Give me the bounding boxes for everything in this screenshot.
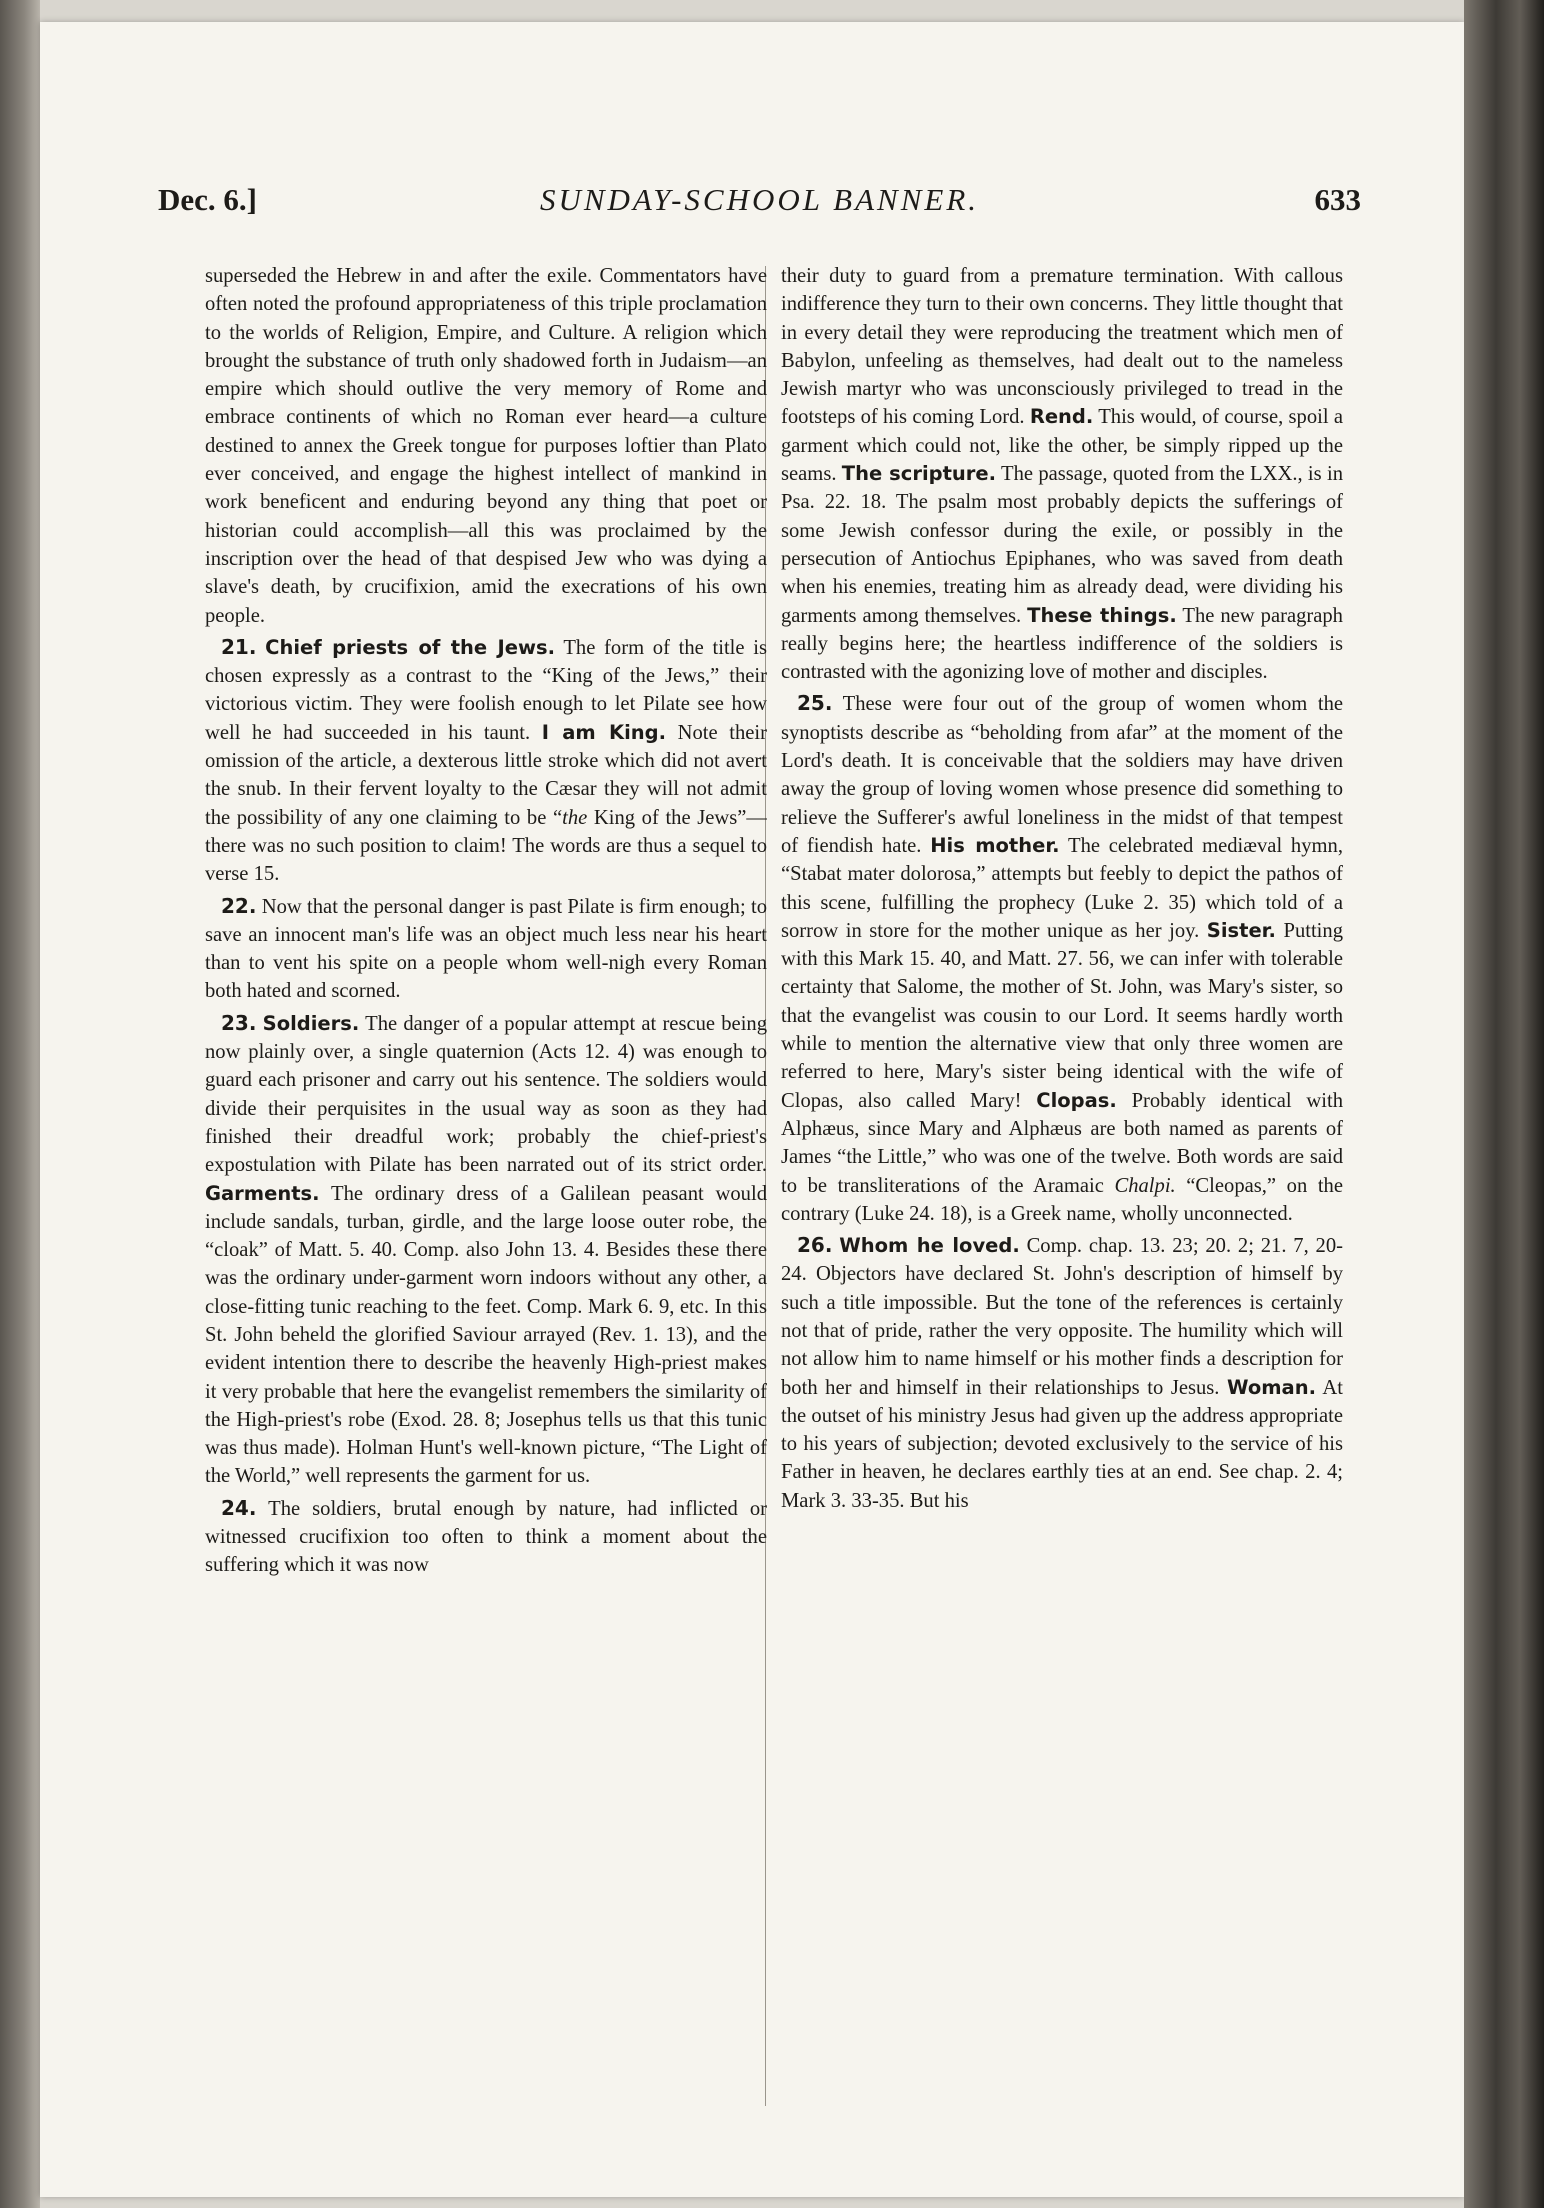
- verse-23-paragraph: [205, 1009, 767, 1491]
- verse-26-text-2: At the outset of his ministry Jesus had given up the address appropriate to his years of subjection; devoted exclusively to the service of his Father in heaven, he declares earthly ties at an end. See chap. 2. 4; Mark 3. 33-35. But his: [781, 1376, 1343, 1512]
- book-binding-right: [1464, 0, 1544, 2208]
- verse-25-emphasis: Chalpi.: [1114, 1174, 1176, 1197]
- verse-21-text-2: Note their omission of the article, a dexterous little stroke which did not avert the snub. In their fervent loyalty to the Cæsar they will not admit the possibility of any one claiming to be “: [205, 721, 767, 829]
- keyword-woman: Woman.: [1227, 1375, 1316, 1399]
- right-column: [781, 262, 1343, 2112]
- verse-25-text-4: Probably identical with Alphæus, since Mary and Alphæus are both named as parents of James “the Little,” who was one of the twelve. Both words are said to be transliterations of the Aramaic: [781, 1089, 1343, 1197]
- continued-text-1: their duty to guard from a premature termination. With callous indifference they turn to their own concerns. They little thought that in every detail they were reproducing the treatment which men of Babylon, unfeeling as themselves, had dealt out to the nameless Jewish martyr who was unconsciously privileged to tread in the footsteps of his coming Lord.: [781, 265, 1343, 429]
- book-spine-left: [0, 0, 40, 2208]
- verse-26-paragraph: [781, 1231, 1343, 1515]
- keyword-i-am-king: I am King.: [541, 720, 667, 744]
- keyword-clopas: Clopas.: [1036, 1088, 1117, 1112]
- header-date: Dec. 6.]: [158, 182, 257, 217]
- verse-21-text-3: King of the Jews”—there was no such position to claim! The words are thus a sequel to verse 15.: [205, 806, 767, 886]
- verse-26-number: 26.: [797, 1233, 833, 1258]
- running-header: [158, 182, 1361, 232]
- verse-22-paragraph: [205, 892, 767, 1006]
- verse-21-paragraph: [205, 633, 767, 889]
- verse-23-number: 23.: [221, 1010, 257, 1035]
- keyword-the-scripture: The scripture.: [841, 462, 997, 486]
- verse-25-text-1: These were four out of the group of women whom the synoptists describe as “beholding from afar” at the moment of the Lord's death. It is conceivable that the soldiers may have driven away the group of loving women whose presence did something to relieve the Sufferer's awful loneliness in the midst of that tempest of fiendish hate.: [781, 693, 1343, 857]
- keyword-whom-he-loved: Whom he loved.: [839, 1234, 1020, 1258]
- verse-24-number: 24.: [221, 1495, 257, 1520]
- verse-25-number: 25.: [797, 691, 833, 716]
- verse-26-text-1: Comp. chap. 13. 23; 20. 2; 21. 7, 20-24. Objectors have declared St. John's description of himself by such a title impossible. But the tone of the references is certainly not that of pride, rather the very opposite. The humility which will not allow him to name himself or his mother finds a description for both her and himself in their relationships to Jesus.: [781, 1235, 1343, 1399]
- continued-text-2: This would, of course, spoil a garment which could not, like the other, be simply ripped up the seams.: [781, 406, 1343, 486]
- verse-23-text-1: The danger of a popular attempt at rescue being now plainly over, a single quaternion (Acts 12. 4) was enough to guard each prisoner and carry out his sentence. The soldiers would divide their perquisites in the usual way as soon as they had finished their dreadful work; probably the chief-priest's expostulation with Pilate has been narrated out of its strict order.: [205, 1012, 767, 1177]
- verse-21-text-1: The form of the title is chosen expressly as a contrast to the “King of the Jews,” their victorious victim. They were foolish enough to let Pilate see how well he had succeeded in his taunt.: [205, 636, 767, 744]
- keyword-sister: Sister.: [1206, 918, 1276, 942]
- verse-25-text-5: “Cleopas,” on the contrary (Luke 24. 18), is a Greek name, wholly unconnected.: [781, 1174, 1343, 1225]
- verse-24-text: The soldiers, brutal enough by nature, had inflicted or witnessed crucifixion too often to think a moment about the suffering which it was now: [205, 1497, 767, 1577]
- left-column: [205, 262, 767, 2112]
- verse-24-paragraph: [205, 1494, 767, 1580]
- verse-23-text-2: The ordinary dress of a Galilean peasant would include sandals, turban, girdle, and the large loose outer robe, the “cloak” of Matt. 5. 40. Comp. also John 13. 4. Besides these there was the ordinary under-garment worn indoors without any other, a close-fitting tunic reaching to the feet. Comp. Mark 6. 9, etc. In this St. John beheld the glorified Saviour arrayed (Rev. 1. 13), and the evident intention there to describe the heavenly High-priest makes it very probable that here the evangelist remembers the similarity of the High-priest's robe (Exod. 28. 8; Josephus tells us that this tunic was thus made). Holman Hunt's well-known picture, “The Light of the World,” well represents the garment for us.: [205, 1182, 767, 1488]
- verse-24-continued: [781, 262, 1343, 686]
- verse-22-number: 22.: [221, 893, 257, 918]
- paragraph-exile: superseded the Hebrew in and after the exile. Commentators have often noted the profound appropriateness of this triple proclamation to the worlds of Religion, Empire, and Culture. A religion which brought the substance of truth only shadowed forth in Judaism—an empire which should outlive the very memory of Rome and embrace continents of which no Roman ever heard—a culture destined to annex the Greek tongue for purposes loftier than Plato ever conceived, and engage the highest intellect of mankind in work beneficent and enduring beyond any thing that poet or historian could accomplish—all this was proclaimed by the inscription over the head of that despised Jew who was dying a slave's death, by crucifixion, amid the execrations of his own people.: [205, 265, 767, 627]
- keyword-rend: Rend.: [1029, 405, 1094, 429]
- keyword-chief-priests: Chief priests of the Jews.: [265, 635, 555, 659]
- page-number: 633: [1314, 182, 1361, 217]
- keyword-soldiers: Soldiers.: [262, 1011, 360, 1035]
- verse-25-paragraph: [781, 689, 1343, 1228]
- continued-text-4: The new paragraph really begins here; the heartless indifference of the soldiers is contrasted with the agonizing love of mother and disciples.: [781, 604, 1343, 684]
- keyword-garments: Garments.: [205, 1181, 320, 1205]
- verse-21-number: 21.: [221, 634, 257, 659]
- document-page: [40, 22, 1464, 2197]
- verse-21-emphasis: the: [562, 806, 588, 829]
- verse-22-text: Now that the personal danger is past Pilate is firm enough; to save an innocent man's life was an object much less near his heart than to vent his spite on a people whom well-nigh every Roman both hated and scorned.: [205, 895, 767, 1003]
- verse-25-text-3: Putting with this Mark 15. 40, and Matt. 27. 56, we can infer with tolerable certainty that Salome, the mother of St. John, was Mary's sister, so that the evangelist was cousin to our Lord. It seems hardly worth while to mention the alternative view that only three women are referred to here, Mary's sister being identical with the wife of Clopas, also called Mary!: [781, 919, 1343, 1112]
- continued-text-3: The passage, quoted from the LXX., is in Psa. 22. 18. The psalm most probably depicts the sufferings of some Jewish confessor during the exile, or possibly in the persecution of Antiochus Epiphanes, who was saved from death when his enemies, treating him as already dead, were dividing his garments among themselves.: [781, 463, 1343, 627]
- keyword-these-things: These things.: [1027, 603, 1177, 627]
- header-title: SUNDAY-SCHOOL BANNER.: [539, 182, 980, 217]
- verse-25-text-2: The celebrated mediæval hymn, “Stabat mater dolorosa,” attempts but feebly to depict the pathos of this scene, fulfilling the prophecy (Luke 2. 35) which told of a sorrow in store for the mother unique as her joy.: [781, 834, 1343, 942]
- keyword-his-mother: His mother.: [930, 833, 1060, 857]
